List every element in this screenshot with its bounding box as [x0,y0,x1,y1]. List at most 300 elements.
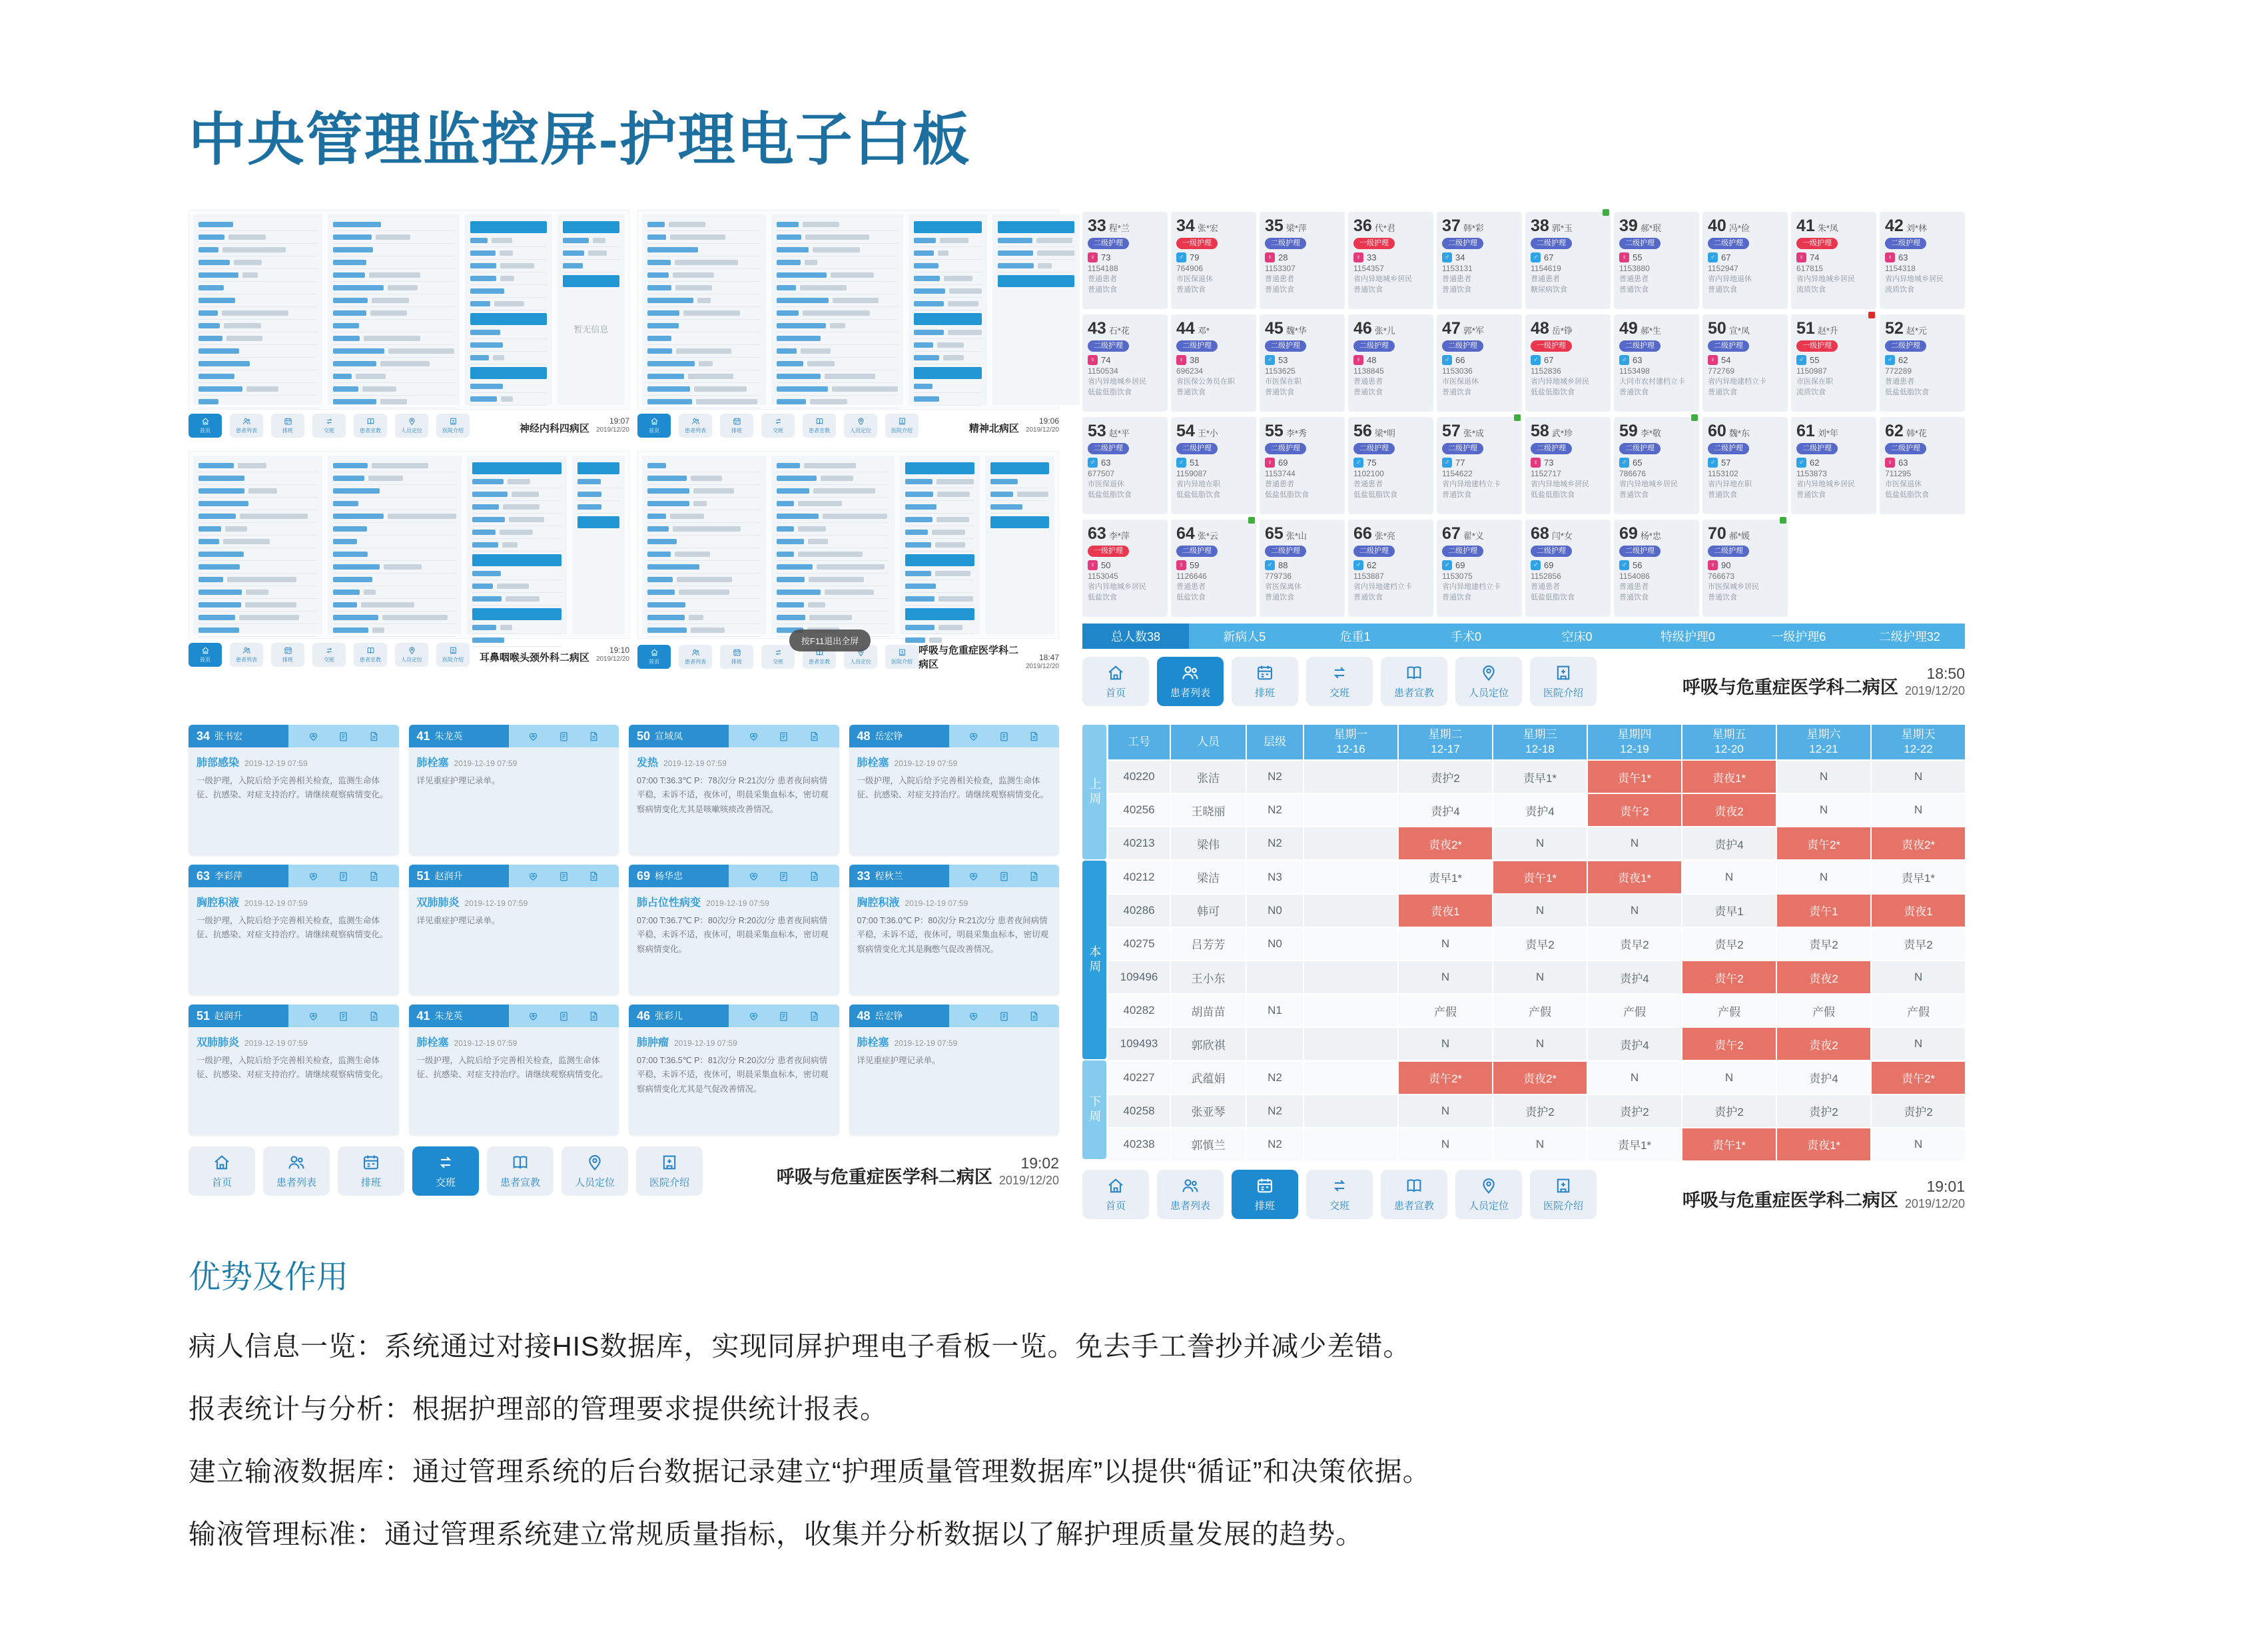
nav-item-education[interactable] [803,414,836,438]
nav-item-location[interactable] [395,643,428,667]
patient-id: 1153075 [1442,572,1473,581]
diagnosis: 肺栓塞 [857,1037,889,1048]
nav-item-hospital[interactable] [885,414,919,438]
nav-item-schedule[interactable] [338,1146,404,1196]
vitals-icon[interactable] [308,871,319,882]
handover-note: 一级护理，入院后给予完善相关检查，监测生命体征、抗感染、对症支持治疗。请继续观察病情变化。 [196,1056,388,1080]
female-icon: ♀ [1531,458,1541,468]
care-level-badge: 一级护理 [1176,238,1218,249]
bed-number: 46 [1353,319,1372,338]
nav-item-home[interactable] [188,1146,255,1196]
staff-name: 王小东 [1171,961,1246,993]
nav-item-location[interactable] [1455,1170,1522,1219]
status-dot-red [1868,312,1875,318]
records-icon[interactable] [778,1011,789,1022]
patient-card[interactable] [1437,417,1522,514]
ward-name: 神经内科四病区 [519,422,589,434]
patient-card[interactable] [1791,417,1876,514]
nav-item-handover[interactable] [412,1146,479,1196]
clock-date: 2019/12/20 [1025,426,1059,434]
records-icon[interactable] [998,1011,1010,1022]
report-icon[interactable] [1028,1011,1040,1022]
shift-cell: N [1493,895,1587,927]
staff-level: N2 [1247,761,1303,793]
records-icon[interactable] [778,871,789,882]
staff-id: 40258 [1108,1095,1170,1127]
patient-card[interactable] [1791,314,1876,412]
male-icon: ♂ [1531,355,1541,365]
vitals-icon[interactable] [308,731,319,742]
diet-type: 普通饮食 [1442,593,1471,602]
nav-item-home[interactable] [637,414,671,438]
report-icon[interactable] [809,1011,820,1022]
nav-item-education[interactable] [354,414,387,438]
patient-card[interactable] [1525,212,1611,309]
nav-item-handover[interactable] [761,414,795,438]
records-icon[interactable] [338,731,349,742]
patient-id: 1153307 [1265,264,1296,273]
records-icon[interactable] [558,731,569,742]
insurance-type: 市医保退休 [1088,480,1124,488]
patient-id: 1153045 [1088,572,1118,581]
bed-number: 44 [1176,319,1195,338]
nav-item-label: 患者宣教 [1393,687,1434,699]
records-icon[interactable] [998,871,1010,882]
male-icon: ♂ [1619,458,1629,468]
handover-card[interactable] [188,1005,399,1135]
shift-cell [1304,1095,1397,1127]
insurance-type: 普通患者 [1885,378,1914,386]
patient-card[interactable] [1880,212,1965,309]
summary-segment[interactable]: 总人数38 [1082,623,1189,649]
clock-date: 2019/12/20 [1904,684,1965,698]
bed-number: 70 [1708,524,1726,543]
nav-item-home[interactable] [1082,657,1149,706]
diet-type: 普通饮食 [1265,285,1294,294]
patient-card[interactable] [1525,520,1611,617]
ward-screen-thumbnail-2[interactable] [637,210,1059,438]
bed-number: 55 [1265,422,1284,440]
male-icon: ♂ [1442,252,1452,262]
nav-item-home[interactable] [188,414,222,438]
location-icon [408,646,416,655]
nav-item-home[interactable] [637,645,671,669]
diet-type: 普通饮食 [1265,593,1294,602]
nav-item-patients[interactable] [263,1146,330,1196]
nav-item-schedule[interactable] [271,414,304,438]
patient-card[interactable] [1702,212,1788,309]
report-icon[interactable] [809,871,820,882]
patient-card[interactable] [1614,520,1699,617]
patient-card[interactable] [1437,314,1522,412]
nav-item-home[interactable] [188,643,222,667]
shift-cell: 责早1* [1399,861,1492,893]
records-icon[interactable] [998,731,1010,742]
summary-segment[interactable]: 特级护理0 [1660,630,1715,643]
week-tab-current[interactable]: 本周 [1082,861,1106,1059]
vitals-icon[interactable] [528,731,539,742]
patient-id: 1154357 [1353,264,1384,273]
report-icon[interactable] [809,731,820,742]
ward-name: 呼吸与危重症医学科二病区 [776,1166,992,1187]
patient-name: 郝*珉 [1640,223,1661,233]
handover-card-grid [188,725,1059,1135]
nav-item-hospital[interactable] [1530,1170,1597,1219]
bed-number: 66 [1353,524,1372,543]
status-dot-green [1603,209,1609,216]
care-level-badge: 二级护理 [1088,443,1129,454]
handover-card[interactable] [849,1005,1060,1135]
patient-age: 90 [1721,560,1731,570]
nav-item-label: 首页 [1105,687,1126,699]
patient-card[interactable] [1614,417,1699,514]
location-icon [1479,663,1498,682]
shift-cell: N [1493,1028,1587,1060]
nav-item-label: 医院介绍 [891,659,913,665]
vitals-icon[interactable] [528,871,539,882]
patient-id: 1153102 [1708,469,1738,478]
patient-card[interactable] [1702,417,1788,514]
shift-cell: 责早1* [1493,761,1587,793]
diagnosis: 双肺肺炎 [416,897,460,909]
nav-item-location[interactable] [561,1146,628,1196]
schedule-column-header: 星期四 12-19 [1588,725,1681,759]
vitals-icon[interactable] [308,1011,319,1022]
patient-card[interactable] [1348,314,1433,412]
patient-card-grid [1082,212,1965,617]
patient-id: 1153131 [1442,264,1473,273]
nav-item-patients[interactable] [230,643,263,667]
patient-card[interactable] [1614,212,1699,309]
bed-number: 34 [196,729,210,743]
female-icon: ♀ [1796,252,1806,262]
insurance-type: 省内异地城乡居民 [1796,480,1855,488]
bed-number: 41 [416,729,430,743]
handover-card[interactable] [629,1005,839,1135]
patient-name: 赵*平 [1108,428,1130,438]
patient-name: 韩*彩 [1463,223,1484,233]
summary-segment[interactable]: 二级护理32 [1878,630,1940,643]
handover-card[interactable] [629,865,839,995]
handover-card[interactable] [849,725,1060,855]
patient-age: 53 [1278,355,1288,365]
nav-item-location[interactable] [844,414,877,438]
schedule-board [1082,725,1965,1219]
nav-item-handover[interactable] [1306,657,1373,706]
hospital-icon [898,648,907,657]
patient-card[interactable] [1348,417,1433,514]
advantage-line: 报表统计与分析：根据护理部的管理要求提供统计报表。 [188,1394,888,1424]
patient-card[interactable] [1171,417,1256,514]
care-level-badge: 二级护理 [1885,340,1926,352]
bed-number: 45 [1265,319,1284,338]
patient-card[interactable] [1082,212,1168,309]
patient-name: 赵*升 [1817,326,1838,336]
nav-item-education[interactable] [1381,1170,1447,1219]
female-icon: ♀ [1176,560,1186,570]
patient-card[interactable] [1260,417,1345,514]
bed-number: 41 [416,1009,430,1023]
nav-item-patients[interactable] [1157,657,1224,706]
shift-cell: 责护2 [1493,1095,1587,1127]
insurance-type: 省内异地建档立卡 [1353,583,1412,591]
shift-cell [1304,861,1397,893]
records-icon[interactable] [338,871,349,882]
records-icon[interactable] [338,1011,349,1022]
handover-card[interactable] [409,865,619,995]
ward-screen-thumbnail-1[interactable] [188,210,629,438]
report-icon[interactable] [588,731,599,742]
diet-type: 流质饮食 [1796,388,1826,396]
patient-card[interactable] [1437,212,1522,309]
patient-card[interactable] [1348,520,1433,617]
handover-card[interactable] [188,725,399,855]
patient-card[interactable] [1348,212,1433,309]
nav-item-schedule[interactable] [720,414,753,438]
patient-age: 69 [1544,560,1554,570]
vitals-icon[interactable] [748,871,759,882]
patient-age: 75 [1367,458,1377,468]
diet-type: 流质饮食 [1796,285,1826,294]
ward-screen-thumbnail-3[interactable] [188,451,629,667]
patient-name: 郝*媛 [1728,531,1750,541]
staff-name: 张亚琴 [1171,1095,1246,1127]
nav-item-label: 人员定位 [574,1177,615,1188]
patient-card[interactable] [1791,212,1876,309]
nav-item-patients[interactable] [230,414,263,438]
patient-age: 54 [1721,355,1731,365]
bed-number: 48 [1531,319,1549,338]
staff-name: 胡苗苗 [1171,995,1246,1027]
nav-item-handover[interactable] [312,414,346,438]
patient-id: 1152856 [1531,572,1561,581]
bed-number: 35 [1265,216,1284,235]
insurance-type: 普通患者 [1531,583,1560,591]
nav-item-label: 患者宣教 [360,428,381,434]
care-level-badge: 二级护理 [1353,443,1395,454]
summary-segment[interactable]: 手术0 [1451,630,1482,643]
shift-cell: N [1872,1128,1965,1160]
vitals-icon[interactable] [968,731,979,742]
patient-id: 1153036 [1442,366,1473,376]
nav-item-label: 人员定位 [1468,687,1509,699]
nav-item-patients[interactable] [679,645,712,669]
nav-item-schedule[interactable] [1232,657,1298,706]
clock-time: 18:47 [1038,652,1059,662]
nav-item-location[interactable] [1455,657,1522,706]
patient-age: 63 [1101,458,1111,468]
summary-segment[interactable]: 空床0 [1561,630,1593,643]
nav-item-handover[interactable] [1306,1170,1373,1219]
staff-name: 吕芳芳 [1171,928,1246,960]
patient-card[interactable] [1880,417,1965,514]
handover-card[interactable] [188,865,399,995]
shift-cell: N [1588,895,1681,927]
report-icon[interactable] [1028,871,1040,882]
summary-segment[interactable]: 一级护理6 [1771,630,1826,643]
nav-item-education[interactable] [487,1146,554,1196]
male-icon: ♂ [1176,458,1186,468]
nav-item-schedule[interactable] [1232,1170,1298,1219]
patient-board-navbar [1082,657,1965,706]
shift-cell: N [1777,861,1870,893]
report-icon[interactable] [588,1011,599,1022]
diagnosis: 肺部感染 [196,757,240,769]
vitals-icon[interactable] [528,1011,539,1022]
care-level-badge: 二级护理 [1708,546,1749,557]
records-icon[interactable] [558,1011,569,1022]
nav-item-home[interactable] [1082,1170,1149,1219]
diagnosis: 肺肿瘤 [637,1037,669,1048]
patient-card[interactable] [1702,520,1788,617]
handover-card[interactable] [409,725,619,855]
shift-cell: N [1588,827,1681,859]
patient-name: 朱*凤 [1817,223,1838,233]
week-tab-last[interactable]: 上周 [1082,725,1106,859]
nav-item-hospital[interactable] [885,645,919,669]
nav-item-patients[interactable] [679,414,712,438]
patient-card[interactable] [1171,212,1256,309]
patient-name: 张*成 [1463,428,1484,438]
nav-item-handover[interactable] [761,645,795,669]
diet-type: 普通饮食 [1796,490,1826,499]
staff-name: 王晓丽 [1171,794,1246,826]
schedule-column-header: 星期三 12-18 [1493,725,1587,759]
shift-cell: 责夜2* [1493,1062,1587,1094]
record-timestamp: 2019-12-19 07:59 [244,1038,308,1048]
patient-card[interactable] [1437,520,1522,617]
vitals-icon[interactable] [748,731,759,742]
nav-item-label: 交班 [435,1177,456,1188]
patient-card[interactable] [1525,417,1611,514]
bed-number: 33 [857,869,871,883]
patient-id: 677507 [1088,469,1115,478]
nav-item-label: 排班 [731,659,742,665]
patient-card[interactable] [1082,314,1168,412]
record-timestamp: 2019-12-19 07:59 [454,759,518,768]
patient-age: 69 [1278,458,1288,468]
report-icon[interactable] [588,871,599,882]
education-icon [511,1153,530,1172]
nav-item-schedule[interactable] [271,643,304,667]
handover-note: 一级护理，入院后给予完善相关检查，监测生命体征、抗感染、对症支持治疗。请继续观察病情变化。 [196,776,388,800]
nav-item-location[interactable] [395,414,428,438]
patient-id: 1154086 [1619,572,1650,581]
insurance-type: 市医保城乡居民 [1708,583,1759,591]
report-icon[interactable] [368,1011,380,1022]
shift-cell: 责护2 [1588,1095,1681,1127]
nav-item-hospital[interactable] [1530,657,1597,706]
care-level-badge: 二级护理 [1265,443,1306,454]
insurance-type: 省内异地在职 [1708,480,1752,488]
nav-item-schedule[interactable] [720,645,753,669]
patient-card[interactable] [1880,314,1965,412]
patients-icon [242,417,251,426]
nav-item-label: 患者列表 [236,428,257,434]
insurance-type: 省内异地建档立卡 [1442,583,1501,591]
nav-item-label: 患者列表 [685,428,706,434]
insurance-type: 市医保在职 [1796,378,1833,386]
patient-card[interactable] [1082,520,1168,617]
patient-card[interactable] [1082,417,1168,514]
shift-cell [1304,794,1397,826]
nav-item-handover[interactable] [312,643,346,667]
patient-name: 赵润升 [434,871,463,881]
male-icon: ♂ [1353,560,1363,570]
staff-id: 40212 [1108,861,1170,893]
summary-segment[interactable]: 危重1 [1339,630,1371,643]
care-level-badge: 二级护理 [1619,546,1661,557]
patient-card[interactable] [1260,520,1345,617]
records-icon[interactable] [558,871,569,882]
patient-card[interactable] [1171,314,1256,412]
patient-card[interactable] [1171,520,1256,617]
location-icon [585,1153,604,1172]
report-icon[interactable] [1028,731,1040,742]
handover-card[interactable] [629,725,839,855]
week-tab-next[interactable]: 下周 [1082,1060,1106,1159]
care-level-badge: 二级护理 [1531,546,1572,557]
patient-card[interactable] [1525,314,1611,412]
nav-item-hospital[interactable] [636,1146,703,1196]
patient-age: 65 [1633,458,1643,468]
bed-number: 57 [1442,422,1461,440]
vitals-icon[interactable] [968,1011,979,1022]
female-icon: ♀ [1088,355,1098,365]
patients-icon [1181,1176,1200,1195]
patient-card[interactable] [1260,212,1345,309]
diet-type: 低盐低脂饮食 [1176,490,1220,499]
nav-item-hospital[interactable] [436,643,470,667]
patient-id: 1152836 [1531,366,1561,376]
care-level-badge: 一级护理 [1531,340,1572,352]
patient-age: 55 [1633,252,1643,262]
handover-card[interactable] [409,1005,619,1135]
ward-screen-thumbnail-4[interactable] [637,451,1059,671]
patient-id: 1152717 [1531,469,1561,478]
patient-age: 67 [1721,252,1731,262]
female-icon: ♀ [1176,355,1186,365]
vitals-icon[interactable] [968,871,979,882]
handover-card[interactable] [849,865,1060,995]
insurance-type: 普通患者 [1265,275,1294,283]
records-icon[interactable] [778,731,789,742]
patient-card[interactable] [1702,314,1788,412]
nav-item-education[interactable] [1381,657,1447,706]
summary-segment[interactable]: 新病人5 [1223,630,1266,643]
diet-type: 普通饮食 [1708,490,1737,499]
patient-name: 张彩儿 [655,1011,683,1021]
report-icon[interactable] [368,871,380,882]
insurance-type: 普通患者 [1442,275,1471,283]
vitals-icon[interactable] [748,1011,759,1022]
report-icon[interactable] [368,731,380,742]
patient-id: 1152947 [1708,264,1738,273]
nav-item-education[interactable] [354,643,387,667]
nav-item-label: 医院介绍 [1543,687,1583,699]
insurance-type: 省内异地城乡居民 [1353,275,1412,283]
shift-cell: 责夜1* [1777,1128,1870,1160]
schedule-column-header: 星期六 12-21 [1777,725,1870,759]
patient-name: 武*珍 [1551,428,1573,438]
patient-card[interactable] [1614,314,1699,412]
nav-item-patients[interactable] [1157,1170,1224,1219]
patient-age: 88 [1278,560,1288,570]
patient-card[interactable] [1260,314,1345,412]
nav-item-hospital[interactable] [436,414,470,438]
handover-note: 一级护理，入院后给予完善相关检查，监测生命体征、抗感染、对症支持治疗。请继续观察病情变化。 [857,776,1049,800]
patient-id: 1150534 [1088,366,1118,376]
